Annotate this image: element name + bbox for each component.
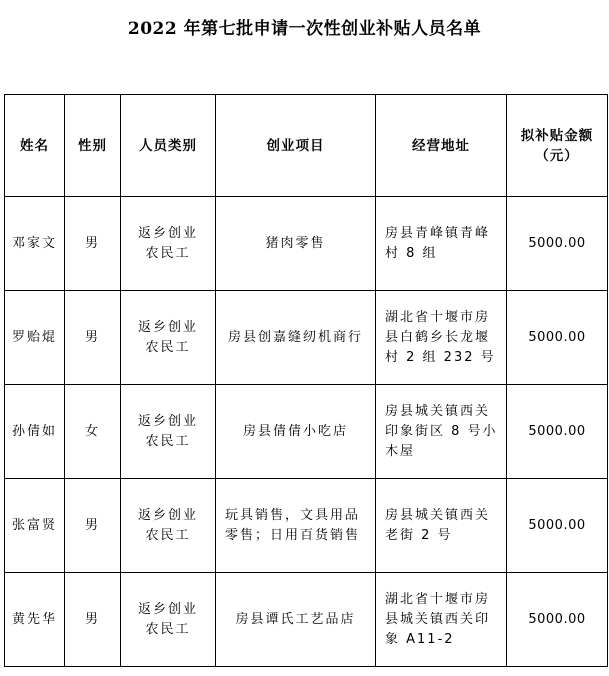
cell-name: 张富贤	[5, 479, 65, 573]
cell-amount: 5000.00	[507, 479, 608, 573]
cell-project: 房县创嘉缝纫机商行	[216, 291, 376, 385]
subsidy-table	[4, 94, 608, 667]
cell-address: 房县城关镇西关老街 2 号	[376, 479, 507, 573]
cell-project: 猪肉零售	[216, 197, 376, 291]
cell-category: 返乡创业农民工	[121, 385, 216, 479]
cell-address: 湖北省十堰市房县白鹤乡长龙堰村 2 组 232 号	[376, 291, 507, 385]
cell-amount: 5000.00	[507, 197, 608, 291]
cell-name: 孙倩如	[5, 385, 65, 479]
cell-project: 玩具销售，文具用品零售；日用百货销售	[216, 479, 376, 573]
cell-category: 返乡创业农民工	[121, 573, 216, 667]
table-header-row	[5, 95, 608, 197]
cell-category: 返乡创业农民工	[121, 291, 216, 385]
document-title: 2022 年第七批申请一次性创业补贴人员名单	[127, 19, 482, 39]
cell-amount: 5000.00	[507, 573, 608, 667]
cell-gender: 女	[65, 385, 121, 479]
table-row	[5, 197, 608, 291]
header-gender: 性别	[65, 95, 121, 197]
table-row	[5, 385, 608, 479]
header-project: 创业项目	[216, 95, 376, 197]
cell-gender: 男	[65, 291, 121, 385]
cell-address: 湖北省十堰市房县城关镇西关印象 A11-2	[376, 573, 507, 667]
cell-project: 房县倩倩小吃店	[216, 385, 376, 479]
header-address: 经营地址	[376, 95, 507, 197]
cell-name: 黄先华	[5, 573, 65, 667]
table-row	[5, 291, 608, 385]
cell-gender: 男	[65, 197, 121, 291]
table-row	[5, 479, 608, 573]
cell-amount: 5000.00	[507, 291, 608, 385]
cell-amount: 5000.00	[507, 385, 608, 479]
cell-name: 罗贻焜	[5, 291, 65, 385]
cell-category: 返乡创业农民工	[121, 197, 216, 291]
cell-category: 返乡创业农民工	[121, 479, 216, 573]
cell-address: 房县青峰镇青峰村 8 组	[376, 197, 507, 291]
table-row	[5, 573, 608, 667]
cell-address: 房县城关镇西关印象街区 8 号小木屋	[376, 385, 507, 479]
header-category: 人员类别	[121, 95, 216, 197]
cell-gender: 男	[65, 573, 121, 667]
cell-project: 房县谭氏工艺品店	[216, 573, 376, 667]
header-name: 姓名	[5, 95, 65, 197]
cell-gender: 男	[65, 479, 121, 573]
header-amount: 拟补贴金额（元）	[507, 95, 608, 197]
cell-name: 邓家文	[5, 197, 65, 291]
